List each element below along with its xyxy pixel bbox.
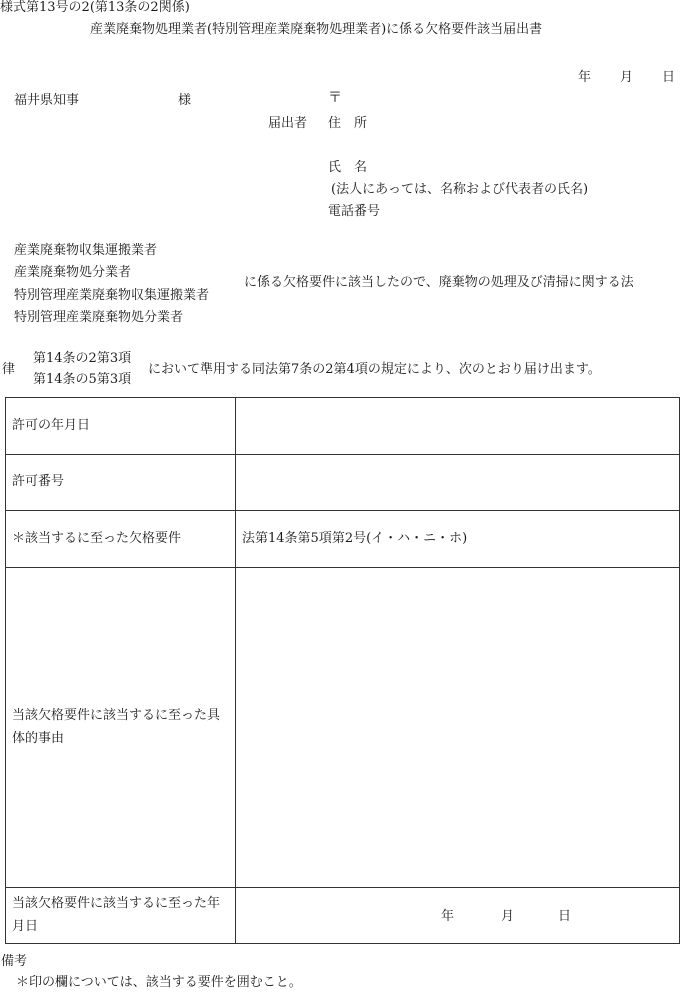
row-label-permit-number: 許可番号: [6, 455, 236, 511]
name-note: (法人にあっては、名称および代表者の氏名): [331, 182, 589, 197]
page-title: 産業廃棄物処理業者(特別管理産業廃棄物処理業者)に係る欠格要件該当届出書: [90, 22, 543, 37]
applicable-date-day: 日: [558, 909, 572, 924]
address-label: 住 所: [328, 116, 368, 131]
business-type-collection: 産業廃棄物収集運搬業者: [14, 243, 158, 258]
applicable-date-month: 月: [501, 909, 515, 924]
disqualification-field[interactable]: 法第14条第5項第2号(イ・ハ・ニ・ホ): [236, 511, 680, 568]
specific-reason-field[interactable]: [236, 568, 680, 888]
form-number: 様式第13号の2(第13条の2関係): [0, 0, 190, 15]
article-14-5: 第14条の5第3項: [33, 372, 132, 387]
remarks-heading: 備考: [1, 954, 28, 969]
addressee-name: 福井県知事: [14, 93, 80, 108]
permit-number-field[interactable]: [236, 455, 680, 511]
statement-law-suffix: 律: [2, 362, 16, 377]
phone-label: 電話番号: [328, 204, 381, 219]
article-14-2: 第14条の2第3項: [33, 351, 132, 366]
date-month: 月: [620, 70, 634, 85]
statement-line2: において準用する同法第7条の2第4項の規定により、次のとおり届け出ます。: [148, 362, 601, 377]
table-row: [6, 511, 680, 568]
business-type-disposal: 産業廃棄物処分業者: [14, 265, 132, 280]
business-type-special-collection: 特別管理産業廃棄物収集運搬業者: [14, 288, 210, 303]
notifier-label: 届出者: [268, 116, 308, 131]
applicable-date-year: 年: [441, 909, 455, 924]
table-row: [6, 888, 680, 944]
row-label-permit-date: 許可の年月日: [6, 398, 236, 455]
date-year: 年: [578, 70, 592, 85]
permit-date-field[interactable]: [236, 398, 680, 455]
date-day: 日: [662, 70, 676, 85]
addressee-honorific: 様: [178, 93, 192, 108]
row-label-applicable-date: 当該欠格要件に該当するに至った年月日: [6, 888, 236, 944]
row-label-specific-reason: 当該欠格要件に該当するに至った具体的事由: [6, 568, 236, 888]
business-type-special-disposal: 特別管理産業廃棄物処分業者: [14, 310, 184, 325]
applicable-date-field[interactable]: [236, 888, 680, 944]
postal-mark: 〒: [328, 90, 342, 106]
name-label: 氏 名: [328, 160, 368, 175]
row-label-disqualification: ＊該当するに至った欠格要件: [6, 511, 236, 568]
statement-line1: に係る欠格要件に該当したので、廃棄物の処理及び清掃に関する法: [244, 275, 634, 290]
notification-table: [5, 397, 680, 944]
table-row: [6, 568, 680, 888]
remarks-note: ＊印の欄については、該当する要件を囲むこと。: [16, 975, 302, 990]
table-row: [6, 398, 680, 455]
table-row: [6, 455, 680, 511]
